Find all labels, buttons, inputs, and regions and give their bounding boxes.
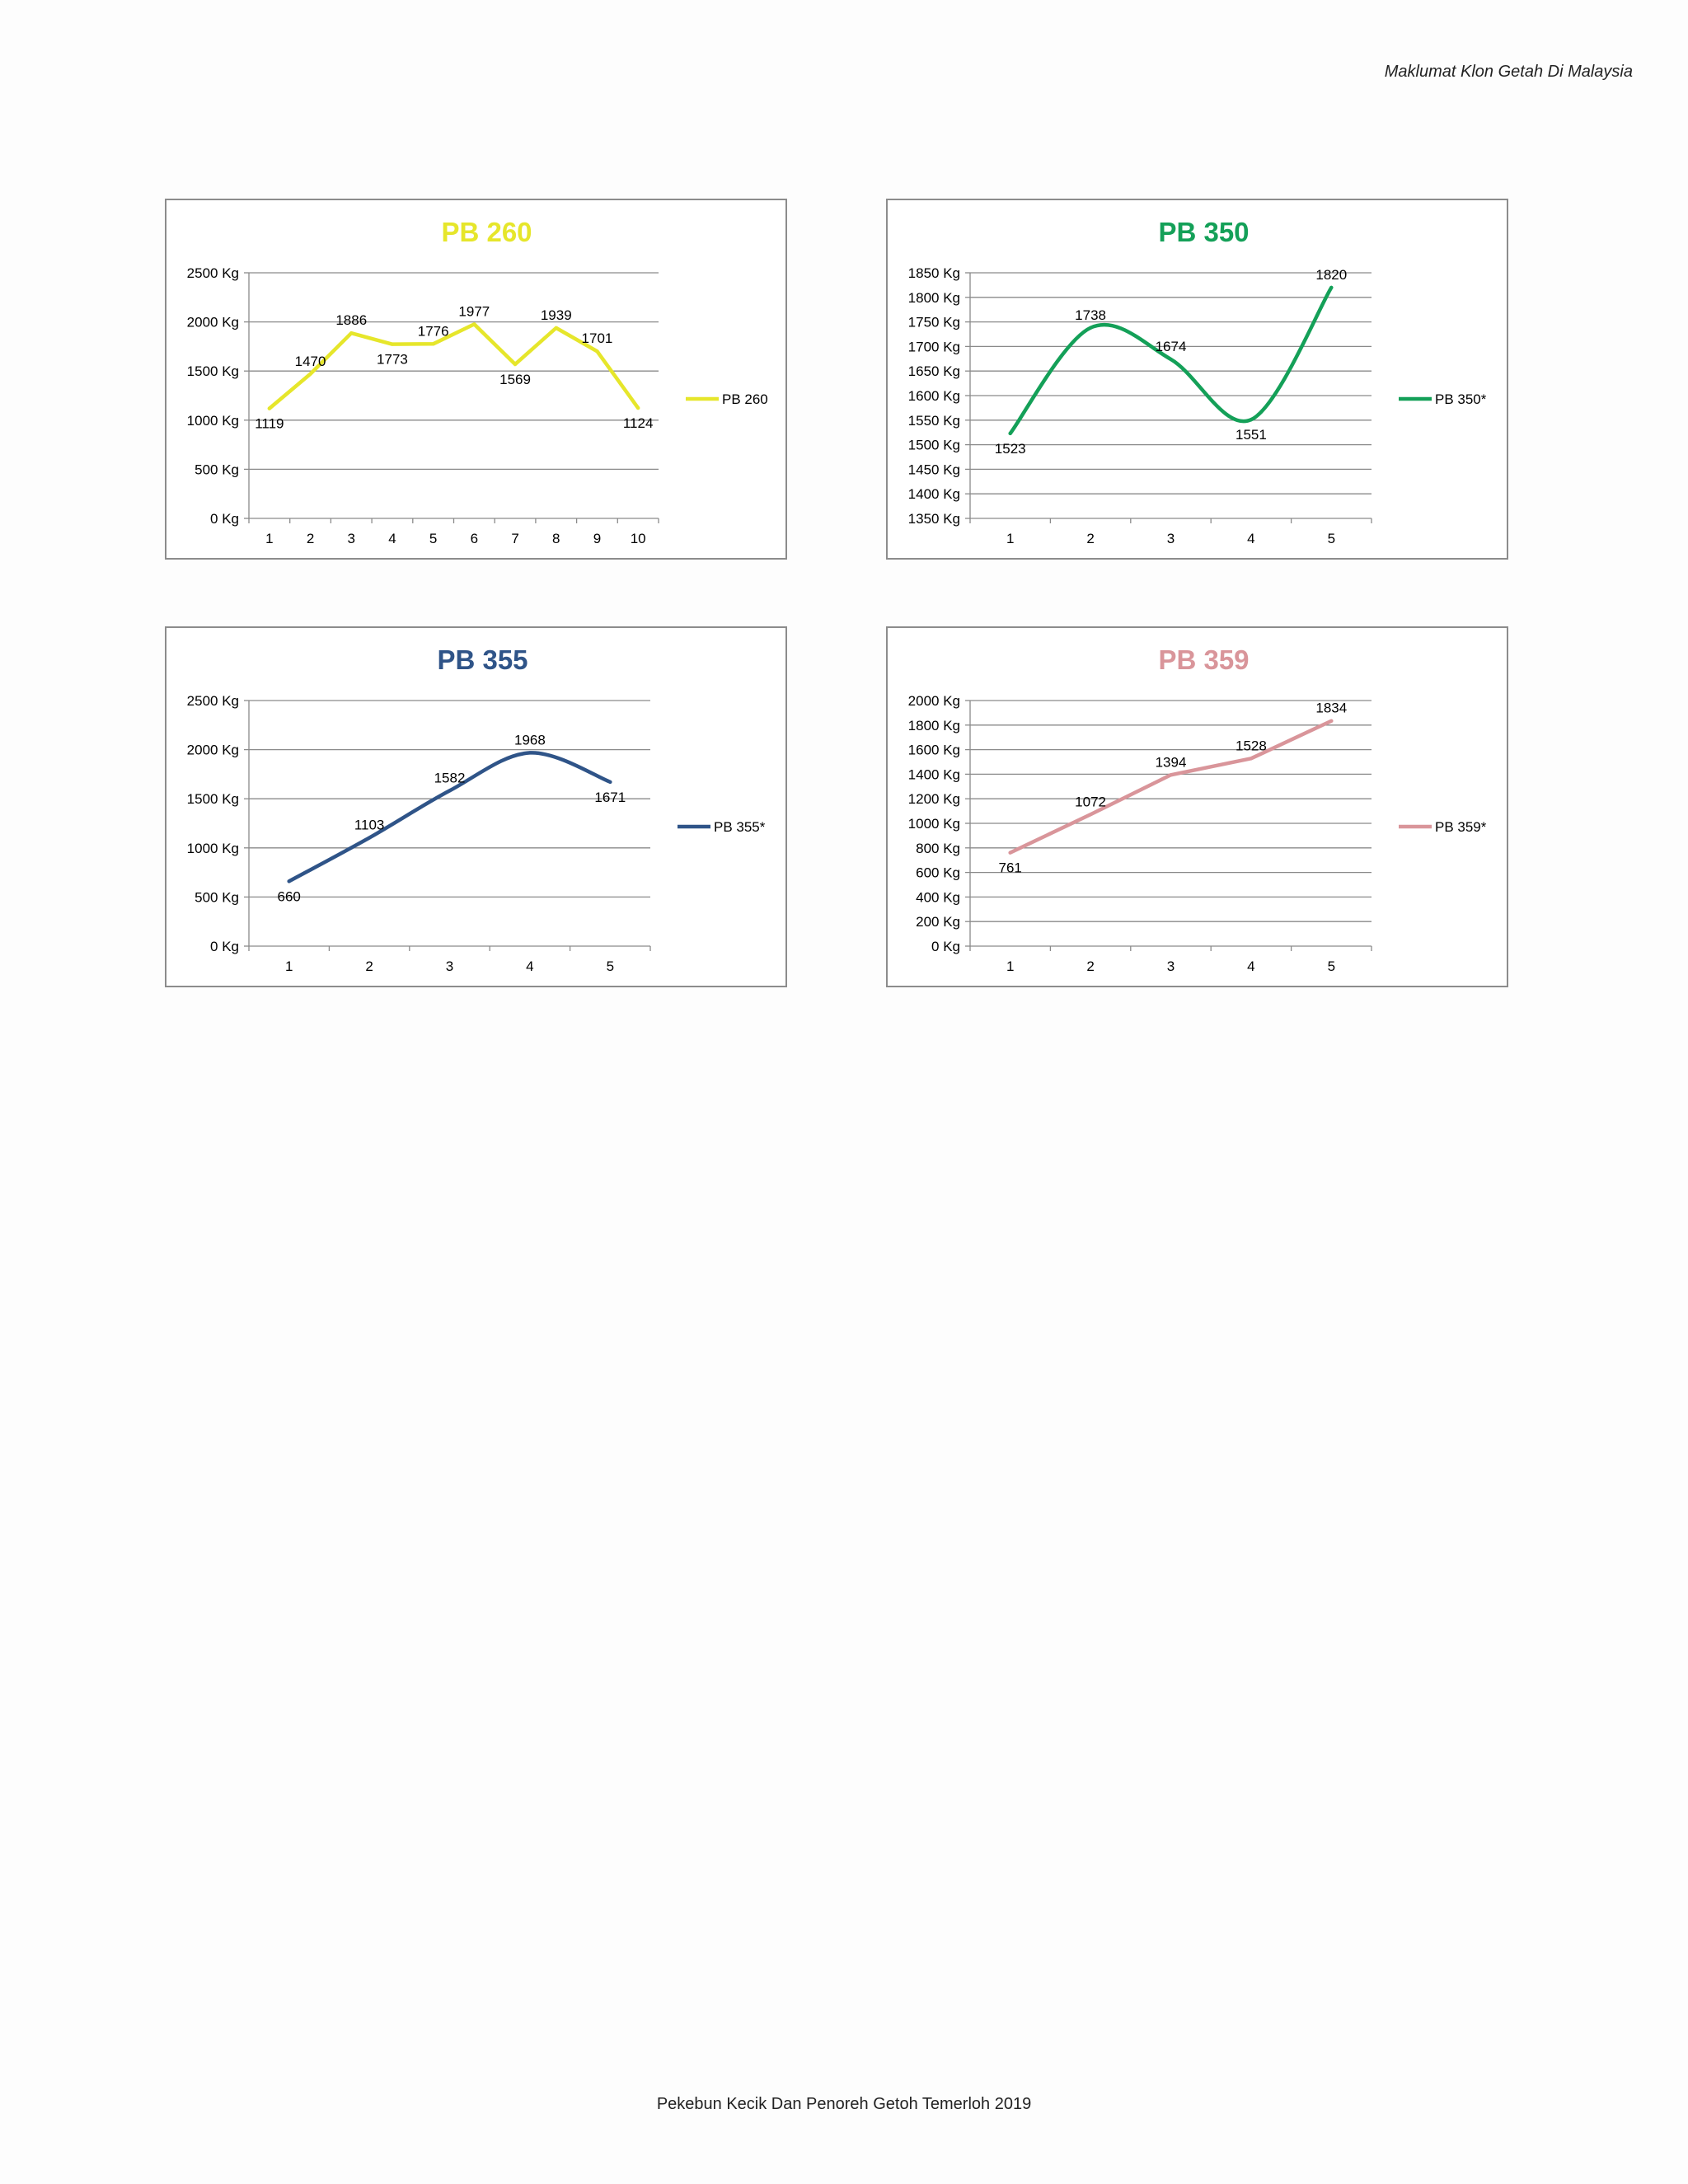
data-label: 1674 [1155,338,1187,354]
chart-svg [888,200,1507,558]
data-point [1089,326,1092,330]
data-point [1170,358,1173,361]
data-label: 1394 [1155,754,1187,771]
data-point [1009,432,1012,435]
chart-svg [166,628,785,986]
data-label: 1103 [354,817,385,833]
y-tick-label: 2000 Kg [186,742,239,758]
data-point [513,363,517,366]
chart-pb-350 [886,199,1508,560]
data-point [608,780,612,784]
data-point [472,322,476,326]
data-label: 1886 [335,312,368,329]
x-tick-label: 4 [1247,958,1255,974]
x-tick-label: 3 [347,531,355,546]
x-tick-label: 4 [388,531,396,546]
x-tick-label: 1 [265,531,274,546]
data-label: 761 [998,860,1022,876]
y-tick-label: 1400 Kg [907,486,960,503]
y-tick-label: 1850 Kg [907,265,960,281]
data-point [636,406,640,410]
data-point [1329,286,1333,289]
chart-title: PB 359 [1158,644,1250,675]
chart-pb-260 [165,199,787,560]
data-point [368,837,371,840]
data-label: 1124 [622,415,654,432]
data-point [288,879,291,883]
data-point [309,373,312,376]
y-tick-label: 1800 Kg [907,717,960,733]
chart-title: PB 355 [437,644,528,675]
y-tick-label: 1000 Kg [186,840,239,856]
data-label: 1072 [1075,794,1107,810]
x-tick-label: 8 [552,531,560,546]
chart-pb-359 [886,626,1508,987]
data-label: 1834 [1315,700,1348,716]
y-tick-label: 1450 Kg [907,462,960,478]
data-point [268,407,271,410]
y-tick-label: 1000 Kg [186,412,239,429]
chart-title: PB 350 [1158,217,1250,247]
x-tick-label: 6 [470,531,479,546]
legend-label: PB 260 [722,391,768,407]
data-point [555,326,558,330]
x-tick-label: 3 [1166,958,1175,974]
chart-title: PB 260 [441,217,532,247]
data-label: 1582 [434,770,466,786]
data-label: 1119 [255,415,284,432]
x-tick-label: 1 [284,958,293,974]
data-label: 1773 [377,351,408,368]
y-tick-label: 1550 Kg [907,412,960,429]
y-tick-label: 600 Kg [916,865,960,881]
x-tick-label: 5 [429,531,438,546]
y-tick-label: 1400 Kg [907,766,960,783]
data-label: 1820 [1315,266,1348,283]
data-label: 660 [277,888,301,905]
x-tick-label: 3 [445,958,454,974]
x-tick-label: 2 [1086,531,1095,546]
chart-pb-355 [165,626,787,987]
y-tick-label: 1500 Kg [186,791,239,808]
data-point [1009,851,1012,855]
x-tick-label: 1 [1006,531,1015,546]
page-footer: Pekebun Kecik Dan Penoreh Getoh Temerloh 2019 [656,2095,1032,2113]
data-point [1250,757,1253,760]
data-point [1089,813,1092,816]
y-tick-label: 400 Kg [916,889,960,906]
y-tick-label: 1600 Kg [907,742,960,758]
y-tick-label: 2500 Kg [186,265,239,281]
data-point [448,789,452,792]
data-label: 1701 [581,330,613,347]
x-tick-label: 2 [306,531,315,546]
data-label: 1551 [1235,427,1267,443]
x-tick-label: 7 [511,531,519,546]
x-tick-label: 5 [606,958,615,974]
chart-svg [166,200,785,558]
data-point [432,342,435,345]
y-tick-label: 1750 Kg [907,314,960,330]
data-point [528,751,532,754]
x-tick-label: 9 [593,531,602,546]
x-tick-label: 5 [1327,958,1336,974]
y-tick-label: 2500 Kg [186,693,239,709]
x-tick-label: 5 [1327,531,1336,546]
y-tick-label: 500 Kg [195,889,239,906]
y-tick-label: 1800 Kg [907,289,960,306]
data-point [1170,773,1173,776]
y-tick-label: 1600 Kg [907,388,960,404]
data-label: 1569 [499,371,531,387]
x-tick-label: 2 [1086,958,1095,974]
data-label: 1671 [594,789,626,805]
y-tick-label: 2000 Kg [907,693,960,709]
y-tick-label: 0 Kg [931,939,960,954]
data-label: 1470 [294,353,326,369]
data-label: 1977 [458,303,490,320]
y-tick-label: 0 Kg [210,939,239,954]
page-header: Maklumat Klon Getah Di Malaysia [1384,63,1633,81]
y-tick-label: 1500 Kg [186,363,239,380]
data-label: 1968 [513,732,546,748]
legend-label: PB 350* [1435,391,1487,407]
x-tick-label: 1 [1006,958,1015,974]
data-point [595,349,598,353]
y-tick-label: 1500 Kg [907,437,960,453]
y-tick-label: 800 Kg [916,840,960,856]
y-tick-label: 1700 Kg [907,339,960,355]
x-tick-label: 4 [1247,531,1255,546]
data-label: 1939 [540,307,572,323]
x-tick-label: 2 [365,958,373,974]
y-tick-label: 2000 Kg [186,314,239,330]
legend-label: PB 355* [714,819,766,835]
data-point [1250,418,1253,421]
y-tick-label: 1000 Kg [907,816,960,832]
y-tick-label: 500 Kg [195,462,239,478]
y-tick-label: 1350 Kg [907,511,960,527]
x-tick-label: 4 [526,958,534,974]
x-tick-label: 3 [1166,531,1175,546]
y-tick-label: 200 Kg [916,914,960,930]
y-tick-label: 1200 Kg [907,791,960,808]
data-label: 1528 [1235,738,1267,754]
y-tick-label: 1650 Kg [907,363,960,380]
data-label: 1776 [417,323,449,340]
data-label: 1738 [1075,307,1107,323]
x-tick-label: 10 [630,531,646,546]
series-line [1010,721,1332,853]
legend-label: PB 359* [1435,819,1487,835]
data-label: 1523 [994,440,1026,457]
data-point [1329,719,1333,723]
data-point [349,331,353,335]
data-point [391,343,394,346]
y-tick-label: 0 Kg [210,511,239,527]
chart-svg [888,628,1507,986]
